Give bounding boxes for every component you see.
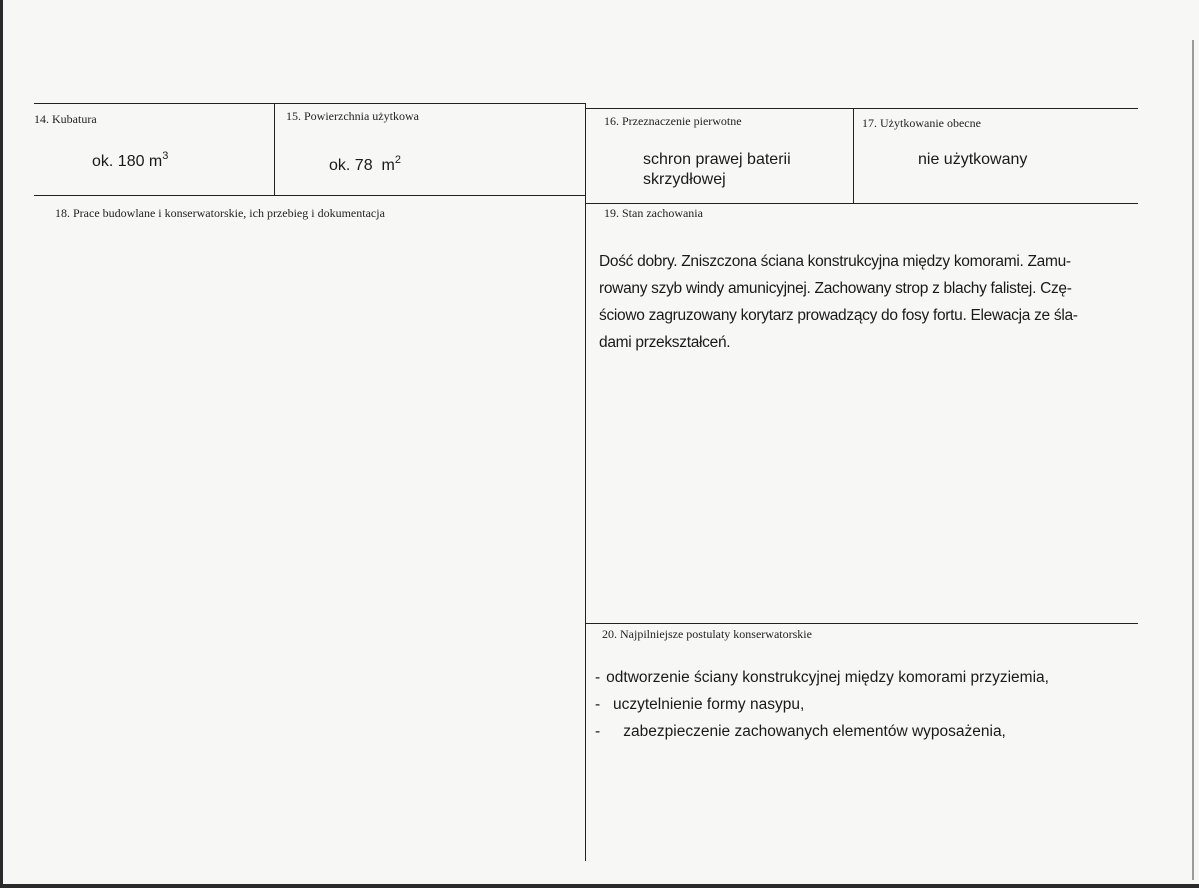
top-rule-right xyxy=(586,108,1138,109)
top-rule-left xyxy=(34,103,586,104)
field-15-label: 15. Powierzchnia użytkowa xyxy=(286,109,419,123)
row1-bottom-rule-right xyxy=(586,203,1138,204)
field-16-label: 16. Przeznaczenie pierwotne xyxy=(604,114,742,128)
field-16-value-line1: schron prawej baterii xyxy=(643,151,791,168)
field-14-label: 14. Kubatura xyxy=(34,112,97,126)
field-17-label: 17. Użytkowanie obecne xyxy=(862,116,981,130)
field-14-value-exponent: 3 xyxy=(162,150,169,162)
field-19-label: 19. Stan zachowania xyxy=(604,206,703,220)
field-17-value: nie użytkowany xyxy=(918,151,1028,168)
field-15-value-exponent: 2 xyxy=(394,154,401,166)
list-item xyxy=(595,691,1049,718)
field-18-label: 18. Prace budowlane i konserwatorskie, ich przebieg i dokumentacja xyxy=(55,206,385,220)
field-16-value-line2: skrzydłowej xyxy=(643,171,726,188)
field-19-line-2: rowany szyb windy amunicyjnej. Zachowany strop z blachy falistej. Czę- xyxy=(599,280,1072,297)
field-16-value xyxy=(643,150,791,190)
list-item-text: uczytelnienie formy nasypu, xyxy=(613,696,805,713)
field-20-list xyxy=(595,664,1049,745)
divider-14-15 xyxy=(274,103,275,195)
list-item xyxy=(595,664,1049,691)
field-15-value-text: ok. 78 m xyxy=(329,157,395,174)
row1-bottom-rule-left xyxy=(34,195,586,196)
list-item-dash: - xyxy=(595,723,601,740)
center-divider xyxy=(585,103,586,861)
field-19-line-4: dami przekształceń. xyxy=(599,334,731,351)
field-14-value xyxy=(92,146,168,172)
list-item-dash: - xyxy=(595,669,601,686)
list-item-text: zabezpieczenie zachowanych elementów wyposażenia, xyxy=(619,723,1006,740)
field-19-line-3: ściowo zagruzowany korytarz prowadzący do fosy fortu. Elewacja ze śla- xyxy=(599,307,1078,324)
field-20-label: 20. Najpilniejsze postulaty konserwatorskie xyxy=(602,627,812,641)
scan-edge-bottom xyxy=(0,884,1199,888)
field-15-value xyxy=(329,150,401,176)
field-19-text xyxy=(599,248,1078,356)
scan-edge-left xyxy=(0,0,3,888)
list-item-dash: - xyxy=(595,696,601,713)
field-14-value-text: ok. 180 m xyxy=(92,153,163,170)
list-item-text: odtworzenie ściany konstrukcyjnej między komorami przyziemia, xyxy=(606,669,1049,686)
divider-16-17 xyxy=(853,108,854,203)
list-item xyxy=(595,718,1049,745)
field-19-line-1: Dość dobry. Zniszczona ściana konstrukcyjna między komorami. Zamu- xyxy=(599,253,1071,270)
rule-19-20 xyxy=(586,623,1138,624)
scan-edge-right xyxy=(1192,40,1194,880)
